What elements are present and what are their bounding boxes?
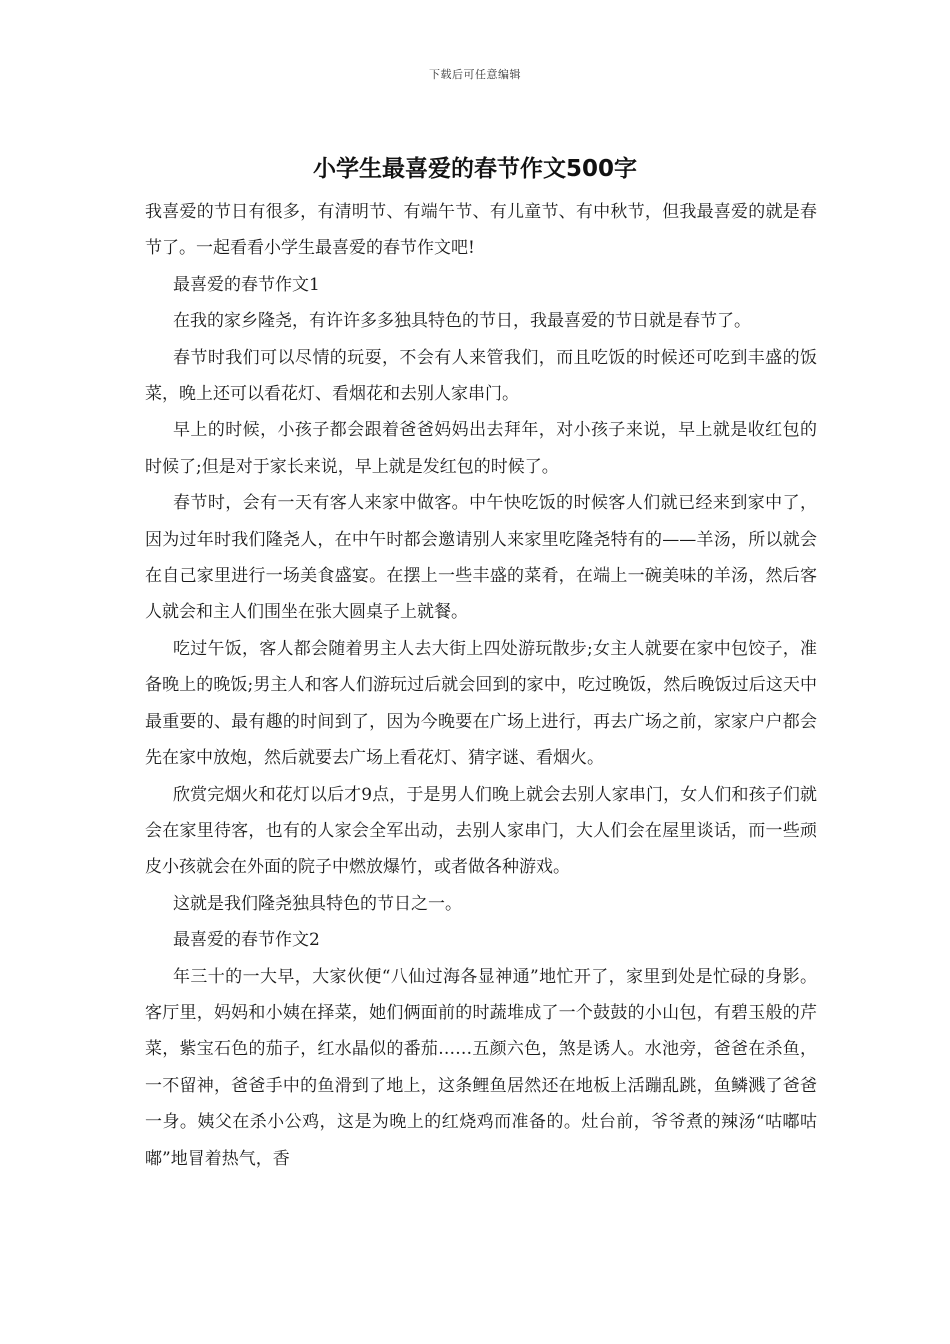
section-heading-1: 最喜爱的春节作文1 [173, 274, 320, 295]
paragraph: 在我的家乡隆尧，有许许多多独具特色的节日，我最喜爱的节日就是春节了。 [173, 311, 751, 332]
paragraph: 欣赏完烟火和花灯以后才9点，于是男人们晚上就会去别人家串门，女人们和孩子们就会在家里待客，也有的人家会全军出动，去别人家串门，大人们会在屋里谈话，而一些顽皮小孩就会在外面的院子中燃放爆竹，或者做各种游戏。 [145, 784, 817, 878]
document-title: 小学生最喜爱的春节作文500字 [312, 156, 637, 182]
section-heading-2: 最喜爱的春节作文2 [173, 930, 320, 951]
paragraph: 吃过午饭，客人都会随着男主人去大街上四处游玩散步;女主人就要在家中包饺子，准备晚上的晚饭;男主人和客人们游玩过后就会回到的家中，吃过晚饭，然后晚饭过后这天中最重要的、最有趣的时间到了，因为今晚要在广场上进行，再去广场之前，家家户户都会先在家中放炮，然后就要去广场上看花灯、猜字谜、看烟火。 [145, 638, 817, 769]
document-body [145, 194, 817, 1177]
paragraph-intro: 我喜爱的节日有很多，有清明节、有端午节、有儿童节、有中秋节，但我最喜爱的就是春节了。一起看看小学生最喜爱的春节作文吧! [145, 202, 817, 259]
paragraph: 春节时我们可以尽情的玩耍，不会有人来管我们，而且吃饭的时候还可吃到丰盛的饭菜，晚上还可以看花灯、看烟花和去别人家串门。 [145, 347, 817, 405]
paragraph: 这就是我们隆尧独具特色的节日之一。 [173, 893, 462, 914]
header-note: 下载后可任意编辑 [429, 68, 521, 81]
paragraph: 早上的时候，小孩子都会跟着爸爸妈妈出去拜年，对小孩子来说，早上就是收红包的时候了;但是对于家长来说，早上就是发红包的时候了。 [145, 420, 817, 477]
paragraph: 年三十的一大早，大家伙便“八仙过海各显神通”地忙开了，家里到处是忙碌的身影。客厅里，妈妈和小姨在择菜，她们俩面前的时蔬堆成了一个鼓鼓的小山包，有碧玉般的芹菜，紫宝石色的茄子，红水晶似的番茄……五颜六色，煞是诱人。水池旁，爸爸在杀鱼，一不留神，爸爸手中的鱼滑到了地上，这条鲤鱼居然还在地板上活蹦乱跳，鱼鳞溅了爸爸一身。姨父在杀小公鸡，这是为晚上的红烧鸡而准备的。灶台前，爷爷煮的辣汤“咕嘟咕嘟”地冒着热气，香 [145, 966, 817, 1169]
paragraph: 春节时，会有一天有客人来家中做客。中午快吃饭的时候客人们就已经来到家中了，因为过年时我们隆尧人，在中午时都会邀请别人来家里吃隆尧特有的——羊汤，所以就会在自己家里进行一场美食盛宴。在摆上一些丰盛的菜肴，在端上一碗美味的羊汤，然后客人就会和主人们围坐在张大圆桌子上就餐。 [145, 493, 817, 623]
